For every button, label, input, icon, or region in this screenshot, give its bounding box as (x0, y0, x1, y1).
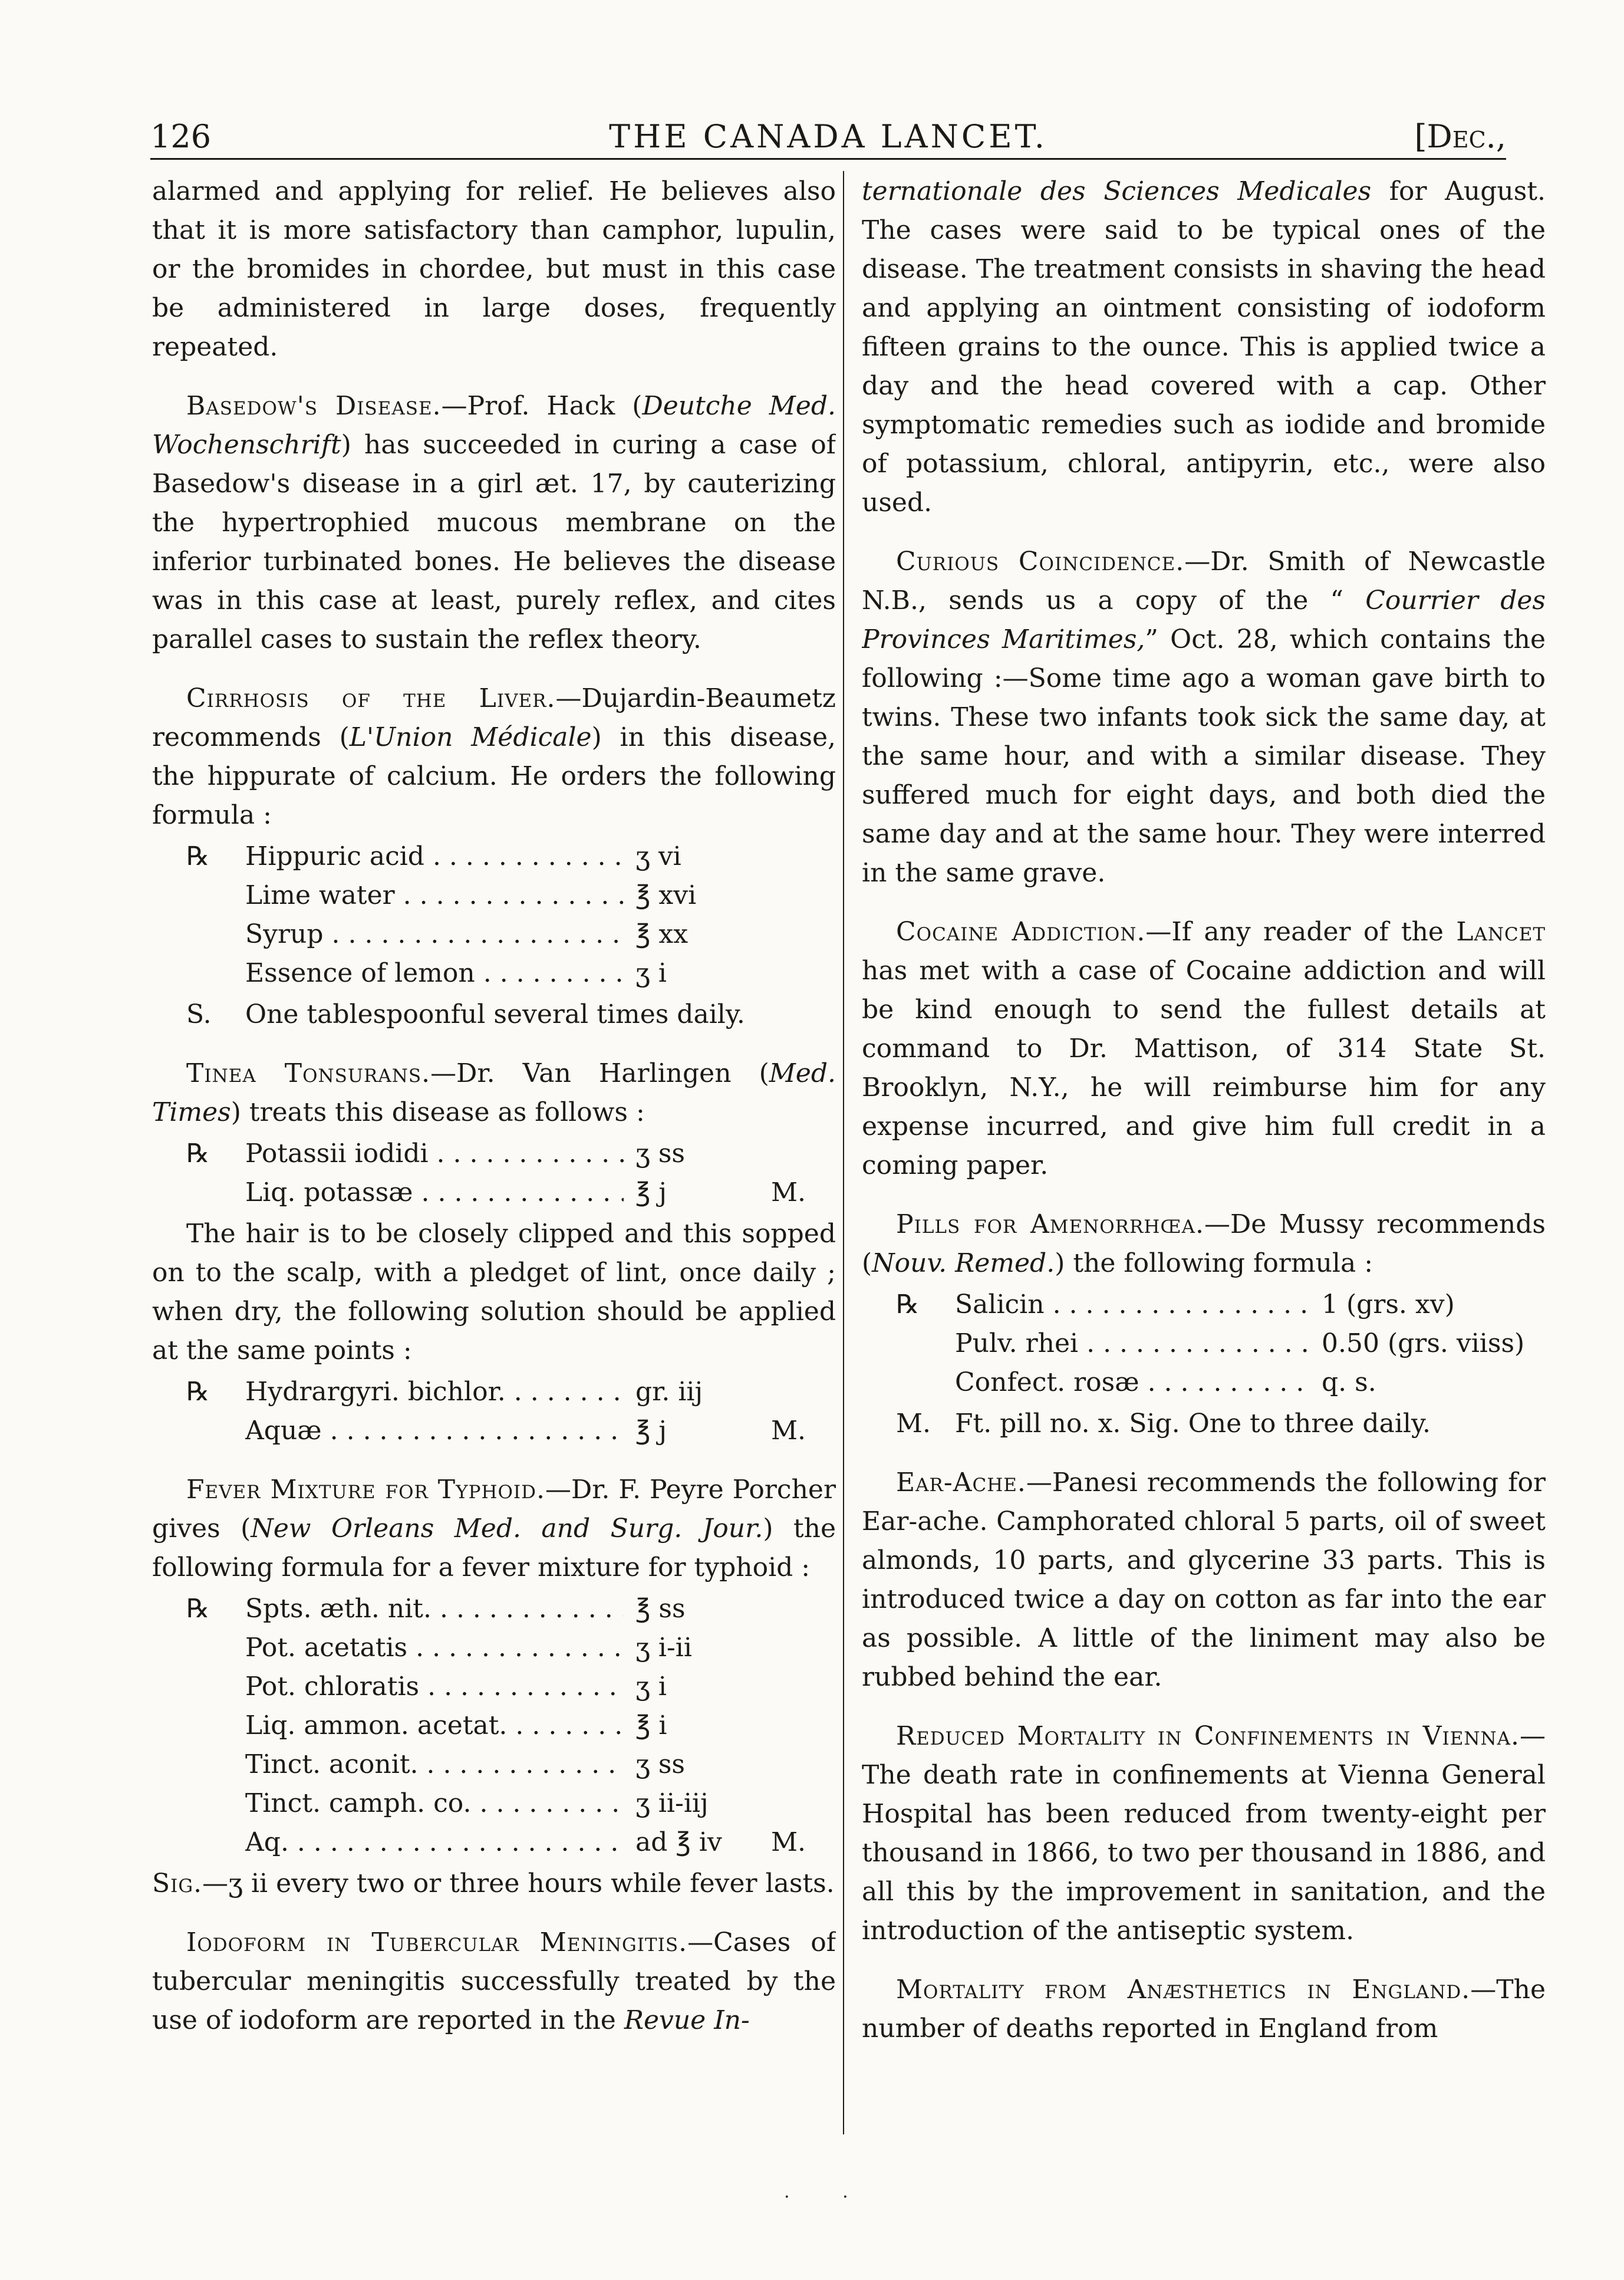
quantity: gr. iij (635, 1377, 703, 1407)
direction-label: M. (896, 1409, 931, 1439)
quantity: ʒ i-ii (635, 1633, 692, 1663)
source-citation: ternationale des Sciences Medicales (862, 176, 1372, 206)
article-cirrhosis (152, 679, 836, 1034)
prescription-direction (186, 995, 836, 1034)
article-text: ) the following formula for a fever mixture for typhoid : (152, 1514, 836, 1582)
article-tinea (152, 1054, 836, 1450)
quantity: ℥ xvi (635, 880, 697, 910)
prescription-row (186, 837, 836, 876)
quantity: ℥ ss (635, 1594, 686, 1624)
prescription-row (186, 1134, 836, 1173)
article-text: ) has succeeded in curing a case of Basedow's disease in a girl æt. 17, by cauterizing the hypertrophied mucous membrane on the inferior turbinated bones. He believes the disease was in this case at least, purely reflex, and cites parallel cases to sustain the reflex theory. (152, 430, 836, 654)
prescription-row (186, 1590, 836, 1628)
prescription (186, 1590, 836, 1862)
direction-text: One tablespoonful several times daily. (245, 999, 745, 1029)
article-earache (862, 1463, 1546, 1697)
ingredient: Potassii iodidi . . . (245, 1134, 624, 1173)
article-curious-coincidence (862, 542, 1546, 893)
ingredient: Syrup . . . (245, 915, 624, 954)
prescription-row (186, 1784, 836, 1823)
quantity: ʒ i (635, 958, 667, 988)
article-text: —Cases of tubercular meningitis successfully treated by the use of iodoform are reported in the (152, 1927, 836, 2035)
article-continuation (862, 172, 1546, 522)
prescription-row (186, 954, 836, 993)
prescription-row (186, 915, 836, 954)
article-cocaine (862, 913, 1546, 1185)
quantity: ʒ i (635, 1672, 667, 1702)
article-heading: Pills for Amenorrhœa. (896, 1209, 1205, 1239)
article-iodoform (152, 1923, 836, 2040)
article-text: —Dr. F. Peyre Porcher gives ( (152, 1475, 836, 1544)
article-text: —The number of deaths reported in England from (862, 1975, 1546, 2044)
ingredient: Hydrargyri. bichlor. . . . (245, 1373, 624, 1412)
article-text: —Dr. Van Harlingen ( (430, 1058, 769, 1088)
article-text: ) treats this disease as follows : (230, 1097, 645, 1127)
quantity: ℥ xx (635, 919, 689, 949)
source-citation: Deutche Med. Wochenschrift (152, 391, 836, 460)
prescription-row (186, 1667, 836, 1706)
ingredient: Salicin . . . (955, 1285, 1310, 1324)
ingredient: Tinct. aconit. . . . (245, 1745, 624, 1784)
article-text: —If any reader of the (1145, 917, 1457, 947)
prescription-row (186, 1628, 836, 1667)
ingredient: Hippuric acid . . . (245, 837, 624, 876)
prescription (186, 837, 836, 993)
article-text: for August. The cases were said to be typical ones of the disease. The treatment consists in shaving the head and applying an ointment consisting of iodoform fifteen grains to the ounce. This is applied twice a day and the head covered with a cap. Other symptomatic remedies such as iodide and bromide of potassium, chloral, antipyrin, etc., were also used. (862, 176, 1546, 518)
direction-label: S. (186, 999, 212, 1029)
prescription-row (186, 1823, 836, 1862)
article-heading: Cirrhosis of the Liver. (186, 683, 556, 713)
article-heading: Mortality from Anæsthetics in England. (896, 1975, 1471, 2005)
article-heading: Fever Mixture for Typhoid. (186, 1475, 545, 1505)
quantity: ʒ ss (635, 1139, 685, 1169)
prescription-row (186, 1373, 836, 1412)
quantity: ℥ j (635, 1177, 667, 1208)
article-heading: Reduced Mortality in Confinements in Vienna. (896, 1721, 1520, 1751)
prescription-row (186, 1412, 836, 1450)
prescription-direction (896, 1404, 1546, 1443)
ingredient: Liq. ammon. acetat. . . . (245, 1706, 624, 1745)
prescription-row (186, 1706, 836, 1745)
article-fever-mixture (152, 1470, 836, 1903)
journal-title: THE CANADA LANCET. (609, 118, 1047, 155)
prescription (896, 1285, 1546, 1402)
mix-mark: M. (771, 1827, 806, 1857)
article-text: —Dujardin-Beaumetz recommends ( (152, 683, 836, 752)
column-divider (843, 171, 844, 2134)
source-citation: Courrier des Provinces Maritimes, (862, 585, 1546, 654)
quantity: ad ℥ iv (635, 1827, 722, 1857)
article-heading: Cocaine Addiction. (896, 917, 1146, 947)
prescription-row (896, 1363, 1546, 1402)
article-heading: Curious Coincidence. (896, 547, 1185, 577)
recipe-symbol: ℞ (186, 1139, 210, 1169)
quantity: 1 (grs. xv) (1322, 1289, 1455, 1320)
sig-label: Sig. (152, 1868, 203, 1899)
ingredient: Pulv. rhei . . . (955, 1324, 1310, 1363)
article-heading: Iodoform in Tubercular Meningitis. (186, 1927, 688, 1957)
quantity: ℥ i (635, 1710, 667, 1741)
running-header (150, 112, 1506, 159)
header-rule (150, 158, 1506, 160)
article-text: —De Mussy recommends ( (862, 1209, 1546, 1278)
article-text: The hair is to be closely clipped and this sopped on to the scalp, with a pledget of lint, once daily ; when dry, the following solution should be applied at the same points : (152, 1219, 836, 1366)
source-citation: L'Union Médicale (349, 722, 592, 752)
right-column (862, 172, 1546, 2136)
ingredient: Aquæ . . . (245, 1412, 624, 1450)
print-specks: . . (784, 2182, 872, 2202)
article-text: —Dr. Smith of Newcastle N.B., sends us a copy of the “ (862, 547, 1546, 616)
quantity: ℥ j (635, 1416, 667, 1446)
ingredient: Liq. potassæ . . . (245, 1173, 624, 1212)
sig-text: —ʒ ii every two or three hours while fever lasts. (202, 1868, 835, 1899)
quantity: ʒ vi (635, 841, 681, 871)
recipe-symbol: ℞ (186, 841, 210, 871)
left-column (152, 172, 836, 2136)
ingredient: Pot. chloratis . . . (245, 1667, 624, 1706)
ingredient: Tinct. camph. co. . . . (245, 1784, 624, 1823)
mix-mark: M. (771, 1416, 806, 1446)
prescription (186, 1373, 836, 1450)
ingredient: Pot. acetatis . . . (245, 1628, 624, 1667)
ingredient: Aq. . . . (245, 1823, 624, 1862)
source-citation: Nouv. Remed. (872, 1248, 1055, 1278)
prescription-row (186, 876, 836, 915)
quantity: ʒ ii-iij (635, 1788, 709, 1818)
quantity: q. s. (1322, 1367, 1376, 1397)
prescription-row (896, 1324, 1546, 1363)
ingredient: Confect. rosæ . . . (955, 1363, 1310, 1402)
quantity: 0.50 (grs. viiss) (1322, 1328, 1525, 1358)
article-text: ) in this disease, the hippurate of calcium. He orders the following formula : (152, 722, 836, 830)
article-anaesthetics (862, 1970, 1546, 2048)
header-month: [Dec., (1414, 118, 1506, 155)
article-text: —The death rate in confinements at Vienna General Hospital has been reduced from twenty-eight per thousand in 1866, to two per thousand in 1886, and all this by the improvement in sanitation, and the introduction of the antiseptic system. (862, 1721, 1546, 1946)
article-pills (862, 1205, 1546, 1443)
article-text: —Panesi recommends the following for Ear-ache. Camphorated chloral 5 parts, oil of sweet almonds, 10 parts, and glycerine 33 parts. This is introduced twice a day on cotton as far into the ear as possible. A little of the liniment may also be rubbed behind the ear. (862, 1468, 1546, 1692)
article-text: ” Oct. 28, which contains the following :—Some time ago a woman gave birth to twins. These two infants took sick the same day, at the same hour, and with a similar disease. They suffered much for eight days, and both died the same day and at the same hour. They were interred in the same grave. (862, 624, 1546, 888)
source-citation: Revue In- (624, 2005, 750, 2035)
journal-name: Lancet (1456, 917, 1546, 947)
ingredient: Spts. æth. nit. . . . (245, 1590, 624, 1628)
quantity: ʒ ss (635, 1749, 685, 1779)
direction-text: Ft. pill no. x. Sig. One to three daily. (955, 1409, 1431, 1439)
article-basedow (152, 387, 836, 659)
article-continuation: alarmed and applying for relief. He believes also that it is more satisfactory than camphor, lupulin, or the bromides in chordee, but must in this case be administered in large doses, frequently repeated. (152, 176, 836, 362)
article-text: —Prof. Hack ( (441, 391, 643, 421)
ingredient: Essence of lemon . . . (245, 954, 624, 993)
article-text: has met with a case of Cocaine addiction and will be kind enough to send the fullest details at command to Dr. Mattison, of 314 State St. Brooklyn, N.Y., he will reimburse him for any expense incurred, and give him full credit in a coming paper. (862, 956, 1546, 1180)
source-citation: New Orleans Med. and Surg. Jour. (251, 1514, 763, 1544)
prescription-row (186, 1745, 836, 1784)
ingredient: Lime water . . . (245, 876, 624, 915)
prescription-row (186, 1173, 836, 1212)
source-citation: Med. Times (152, 1058, 836, 1127)
recipe-symbol: ℞ (896, 1289, 920, 1320)
prescription-row (896, 1285, 1546, 1324)
article-heading: Basedow's Disease. (186, 391, 442, 421)
article-vienna (862, 1717, 1546, 1950)
recipe-symbol: ℞ (186, 1594, 210, 1624)
page-number: 126 (150, 118, 212, 155)
mix-mark: M. (771, 1177, 806, 1208)
article-heading: Ear-Ache. (896, 1468, 1026, 1498)
prescription (186, 1134, 836, 1212)
article-heading: Tinea Tonsurans. (186, 1058, 431, 1088)
recipe-symbol: ℞ (186, 1377, 210, 1407)
article-text: ) the following formula : (1055, 1248, 1373, 1278)
